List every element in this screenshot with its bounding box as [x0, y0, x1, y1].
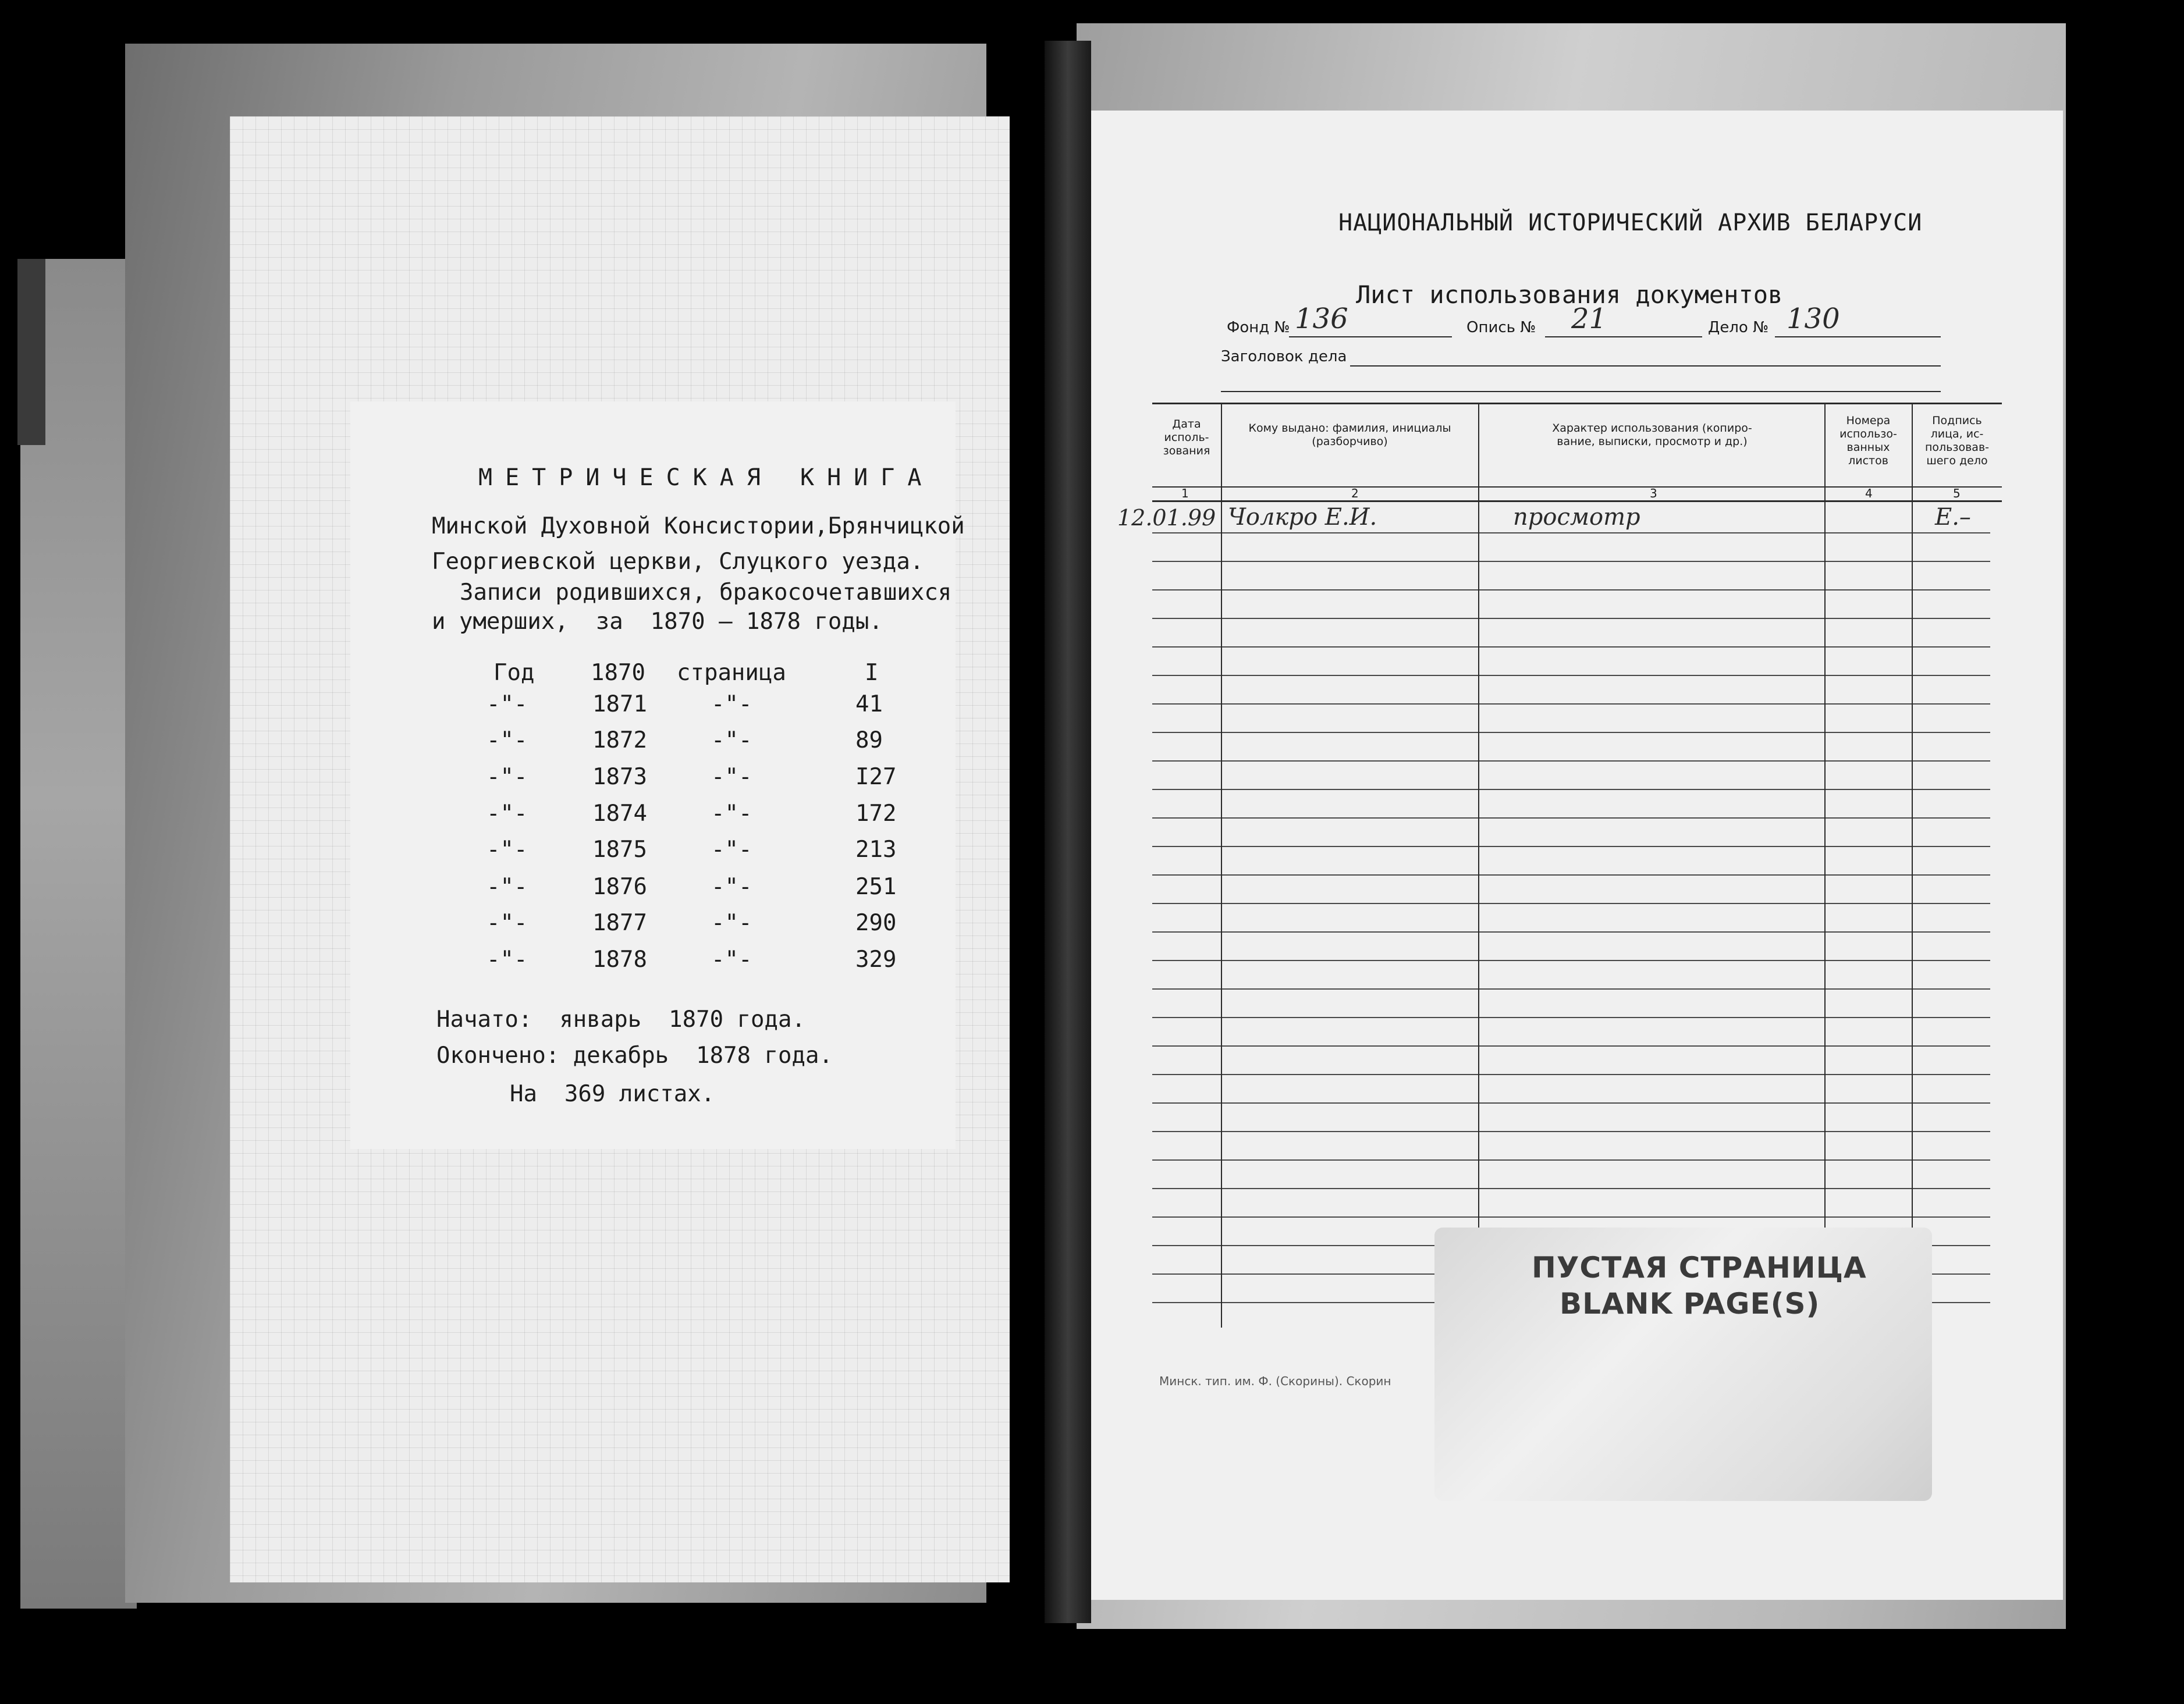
index-page: 213 — [855, 837, 897, 863]
table-rule-line — [1152, 1188, 1990, 1189]
index-page: I27 — [855, 764, 897, 790]
index-ditto: -"- — [486, 764, 528, 790]
delo-label: Дело № — [1708, 319, 1769, 336]
index-ditto: -"- — [711, 764, 752, 790]
table-rule-line — [1152, 817, 1990, 819]
table-rule-line — [1152, 846, 1990, 847]
col-num-2: 2 — [1351, 486, 1359, 500]
index-year: 1876 — [592, 874, 647, 900]
table-rule-line — [1152, 618, 1990, 619]
col-head-issued-to: Кому выдано: фамилия, инициалы (разборчиво) — [1248, 422, 1451, 448]
table-rule-line — [1152, 1159, 1990, 1161]
table-rule-line — [1152, 789, 1990, 790]
title-line-4: и умерших, за 1870 – 1878 годы. — [432, 609, 883, 635]
table-rule-line — [1152, 732, 1990, 733]
col-num-4: 4 — [1865, 486, 1873, 500]
sheet-count: На 369 листах. — [510, 1081, 715, 1107]
col-num-5: 5 — [1953, 486, 1961, 500]
fond-underline — [1289, 336, 1452, 337]
heading-line-1 — [1350, 365, 1941, 367]
index-ditto: -"- — [486, 947, 528, 973]
table-rule-line — [1152, 1131, 1990, 1132]
form-title: Лист использования документов — [1356, 280, 1783, 309]
fond-label: Фонд № — [1227, 319, 1290, 336]
index-year: 1873 — [592, 764, 647, 790]
index-page: 251 — [855, 874, 897, 900]
index-ditto: -"- — [486, 691, 528, 717]
index-ditto: -"- — [711, 947, 752, 973]
entry-date: 12.01.99 — [1117, 505, 1216, 531]
table-rule-line — [1152, 561, 1990, 562]
title-line-1: Минской Духовной Консистории,Брянчицкой — [432, 513, 965, 539]
table-number-divider — [1152, 500, 2002, 502]
index-year-label: Год — [493, 660, 535, 686]
table-rule-line — [1152, 589, 1990, 590]
index-ditto: -"- — [711, 910, 752, 936]
index-year: 1872 — [592, 727, 647, 753]
index-page: 329 — [855, 947, 897, 973]
table-rule-line — [1152, 1216, 1990, 1218]
index-year: 1878 — [592, 947, 647, 973]
printer-line: Минск. тип. им. Ф. (Скорины). Скорин — [1159, 1374, 1391, 1388]
col-head-sheets: Номера использо- ванных листов — [1839, 414, 1897, 467]
index-year: 1871 — [592, 691, 647, 717]
index-page: 290 — [855, 910, 897, 936]
index-ditto: -"- — [711, 874, 752, 900]
index-page-label: страница — [677, 660, 786, 686]
table-rule-line — [1152, 988, 1990, 990]
opis-value: 21 — [1571, 303, 1607, 335]
col-head-date: Дата исполь- зования — [1163, 418, 1210, 457]
archive-name: НАЦИОНАЛЬНЫЙ ИСТОРИЧЕСКИЙ АРХИВ БЕЛАРУСИ — [1338, 209, 1923, 236]
table-rule-line — [1152, 1045, 1990, 1047]
col-head-usage: Характер использования (копиро- вание, выписки, просмотр и др.) — [1552, 422, 1752, 448]
heading-label: Заголовок дела — [1221, 348, 1347, 365]
entry-name: Чолкро Е.И. — [1228, 504, 1377, 531]
finished-date: Окончено: декабрь 1878 года. — [436, 1043, 833, 1069]
table-rule-line — [1152, 1017, 1990, 1018]
index-ditto: -"- — [711, 691, 752, 717]
back-cover-flap — [20, 259, 137, 1609]
index-page: 172 — [855, 801, 897, 827]
cover-flap-edge — [17, 259, 45, 445]
index-first-page: I — [865, 660, 879, 686]
table-rule-line — [1152, 703, 1990, 705]
index-ditto: -"- — [711, 801, 752, 827]
index-ditto: -"- — [486, 910, 528, 936]
index-year: 1875 — [592, 837, 647, 863]
index-page: 41 — [855, 691, 883, 717]
opis-underline — [1545, 336, 1702, 337]
fond-value: 136 — [1295, 303, 1348, 335]
entry-usage: просмотр — [1513, 504, 1640, 531]
table-rule-line — [1152, 903, 1990, 904]
table-top-border — [1152, 403, 2002, 404]
opis-label: Опись № — [1466, 319, 1536, 336]
table-rule-line — [1152, 646, 1990, 648]
title-line-3: Записи родившихся, бракосочетавшихся — [460, 579, 952, 606]
stamp-line-1: ПУСТАЯ СТРАНИЦА — [1532, 1251, 1867, 1285]
index-ditto: -"- — [711, 727, 752, 753]
delo-underline — [1775, 336, 1941, 337]
delo-value: 130 — [1787, 303, 1840, 335]
table-rule-line — [1152, 760, 1990, 762]
heading-line-2 — [1221, 391, 1941, 392]
col-num-3: 3 — [1650, 486, 1657, 500]
table-header-divider — [1152, 486, 2002, 488]
book-title: МЕТРИЧЕСКАЯ КНИГА — [478, 464, 935, 491]
index-year: 1874 — [592, 801, 647, 827]
col-head-signature: Подпись лица, ис- пользовав- шего дело — [1924, 414, 1989, 467]
table-rule-line — [1152, 675, 1990, 676]
index-ditto: -"- — [711, 837, 752, 863]
index-ditto: -"- — [486, 801, 528, 827]
table-rule-line — [1152, 532, 1990, 533]
index-page: 89 — [855, 727, 883, 753]
index-ditto: -"- — [486, 727, 528, 753]
table-rule-line — [1152, 1102, 1990, 1104]
index-ditto: -"- — [486, 874, 528, 900]
entry-signature: Е.– — [1935, 504, 1971, 531]
stamp-line-2: BLANK PAGE(S) — [1560, 1287, 1820, 1321]
index-ditto: -"- — [486, 837, 528, 863]
book-spine — [1045, 41, 1091, 1623]
index-first-year: 1870 — [591, 660, 645, 686]
table-rule-line — [1152, 960, 1990, 961]
table-rule-line — [1152, 1074, 1990, 1075]
table-rule-line — [1152, 931, 1990, 933]
table-rule-line — [1152, 874, 1990, 876]
col-num-1: 1 — [1181, 486, 1189, 500]
index-year: 1877 — [592, 910, 647, 936]
title-line-2: Георгиевской церкви, Слуцкого уезда. — [432, 549, 924, 575]
started-date: Начато: январь 1870 года. — [436, 1006, 805, 1033]
